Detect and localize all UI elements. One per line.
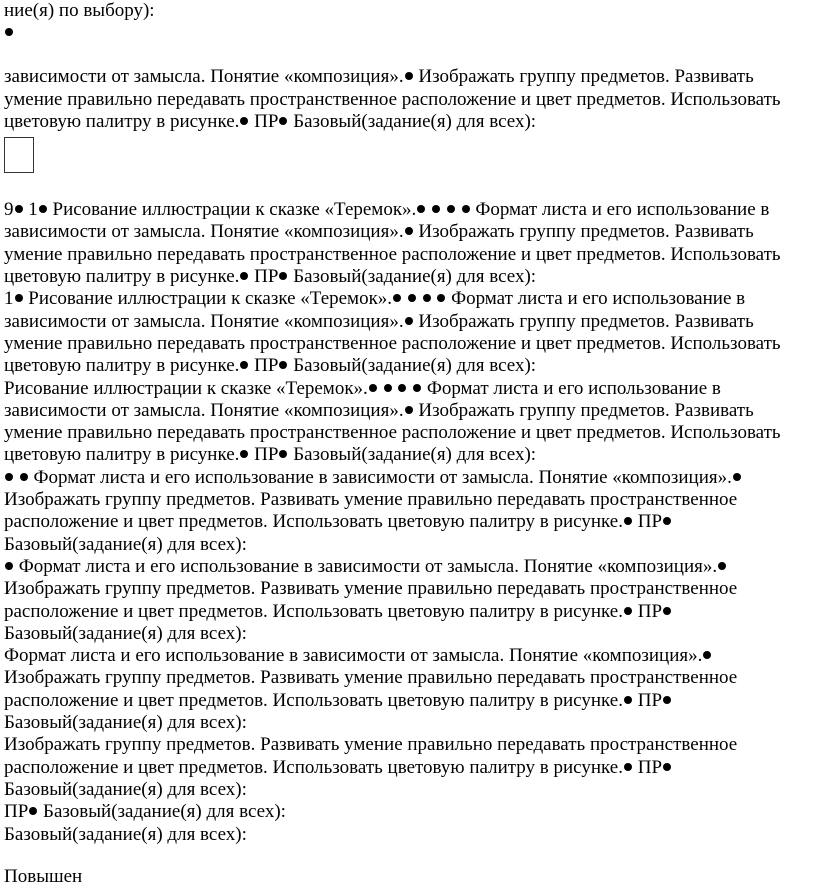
- pr-label: ПР: [637, 756, 663, 778]
- top-bullet-line: [4, 22, 804, 44]
- bullet-dot-icon: [624, 763, 632, 771]
- bullet-dot-icon: [384, 384, 392, 392]
- paragraph-8: [4, 801, 804, 823]
- bullet-dot-icon: [718, 562, 726, 570]
- paragraph-1: [4, 199, 804, 288]
- body-text: Изображать группу предметов. Развивать умение правильно передавать пространственное расположение и цвет предметов. Использовать цветовую палитру в рисунке.: [4, 667, 738, 711]
- pr-label: ПР: [637, 600, 663, 622]
- bullet-dot-icon: [663, 517, 671, 525]
- pr-label: ПР: [254, 110, 279, 132]
- bullet-dot-icon: [624, 696, 632, 704]
- pr-label: ПР: [637, 511, 663, 533]
- base-label: Базовый(задание(я) для всех):: [293, 355, 537, 377]
- lesson-title: Рисование иллюстрации к сказке «Теремок».: [4, 377, 368, 399]
- heading-fragment: [4, 0, 804, 22]
- body-text: Изображать группу предметов. Развивать умение правильно передавать пространственное расположение и цвет предметов. Использовать цветовую палитру в рисунке.: [4, 734, 738, 778]
- bullet-dot-icon: [20, 473, 28, 481]
- bullet-dot-icon: [29, 807, 37, 815]
- paragraph-9: [4, 824, 804, 846]
- bullet-dot-icon: [417, 205, 425, 213]
- intro-text: зависимости от замысла. Понятие «композиция».: [4, 66, 404, 88]
- paragraph-3: [4, 378, 804, 467]
- bullet-dot-icon: [663, 607, 671, 615]
- pr-label: ПР: [4, 801, 29, 823]
- bullet-dot-icon: [447, 205, 455, 213]
- bullet-dot-icon: [5, 562, 13, 570]
- bullet-dot-icon: [405, 406, 413, 414]
- lesson-title: Рисование иллюстрации к сказке «Теремок».: [52, 199, 417, 221]
- bullet-dot-icon: [15, 294, 23, 302]
- intro-text-b: Изображать группу предметов. Развивать умение правильно передавать пространственное расположение и цвет предметов. Использовать цветовую палитру в рисунке.: [4, 66, 781, 132]
- paragraph-6: [4, 645, 804, 734]
- paragraph-5: [4, 556, 804, 645]
- bullet-dot-icon: [733, 473, 741, 481]
- last-word: Повышен: [4, 865, 83, 887]
- pr-label: ПР: [254, 355, 279, 377]
- bullet-dot-icon: [240, 272, 248, 280]
- number-prefix: 1: [28, 199, 38, 221]
- bullet-dot-icon: [279, 272, 287, 280]
- bullet-dot-icon: [408, 294, 416, 302]
- body-text: Изображать группу предметов. Развивать умение правильно передавать пространственное расположение и цвет предметов. Использовать цветовую палитру в рисунке.: [4, 578, 738, 622]
- bullet-dot-icon: [624, 607, 632, 615]
- bullet-dot-icon: [703, 651, 711, 659]
- bullet-dot-icon: [663, 763, 671, 771]
- paragraph-4: [4, 467, 804, 556]
- paragraph-2: [4, 288, 804, 377]
- intro-paragraph: [4, 66, 804, 133]
- body-text: Изображать группу предметов. Развивать умение правильно передавать пространственное расположение и цвет предметов. Использовать цветовую палитру в рисунке.: [4, 399, 781, 466]
- base-label: Базовый(задание(я) для всех):: [4, 533, 247, 555]
- lesson-title: Рисование иллюстрации к сказке «Теремок».: [28, 288, 393, 310]
- spacer: [4, 44, 804, 66]
- spacer: [4, 177, 804, 199]
- format-text: Формат листа и его использование в зависимости от замысла. Понятие «композиция».: [18, 555, 718, 577]
- base-label: Базовый(задание(я) для всех):: [4, 712, 247, 734]
- bullet-dot-icon: [462, 205, 470, 213]
- bullet-dot-icon: [5, 28, 13, 36]
- bullet-dot-icon: [393, 294, 401, 302]
- bullet-dot-icon: [405, 317, 413, 325]
- body-text: Изображать группу предметов. Развивать умение правильно передавать пространственное расположение и цвет предметов. Использовать цветовую палитру в рисунке.: [4, 221, 781, 288]
- bullet-dot-icon: [423, 294, 431, 302]
- bullet-dot-icon: [279, 361, 287, 369]
- base-label: Базовый(задание(я) для всех):: [293, 444, 537, 466]
- empty-checkbox-icon[interactable]: [4, 137, 34, 173]
- format-text: Формат листа и его использование в зависимости от замысла. Понятие «композиция».: [4, 199, 770, 243]
- bullet-dot-icon: [413, 384, 421, 392]
- bullet-dot-icon: [398, 384, 406, 392]
- checkbox-line: [4, 133, 804, 177]
- bullet-dot-icon: [432, 205, 440, 213]
- bullet-dot-icon: [279, 450, 287, 458]
- base-label: Базовый(задание(я) для всех):: [4, 778, 247, 800]
- pr-label: ПР: [254, 266, 279, 288]
- pr-label: ПР: [637, 689, 663, 711]
- bullet-dot-icon: [5, 473, 13, 481]
- heading-fragment-text: ние(я) по выбору):: [4, 0, 155, 21]
- number-prefix: 9: [4, 199, 14, 221]
- bullet-dot-icon: [279, 117, 287, 125]
- bullet-dot-icon: [624, 517, 632, 525]
- format-text: Формат листа и его использование в зависимости от замысла. Понятие «композиция».: [4, 377, 721, 421]
- bullet-dot-icon: [240, 361, 248, 369]
- format-text: Формат листа и его использование в зависимости от замысла. Понятие «композиция».: [4, 288, 746, 332]
- body-text: Изображать группу предметов. Развивать умение правильно передавать пространственное расположение и цвет предметов. Использовать цветовую палитру в рисунке.: [4, 489, 738, 533]
- base-label: Базовый(задание(я) для всех):: [43, 801, 286, 823]
- bullet-dot-icon: [15, 205, 23, 213]
- bullet-dot-icon: [39, 205, 47, 213]
- bullet-dot-icon: [240, 450, 248, 458]
- format-text: Формат листа и его использование в зависимости от замысла. Понятие «композиция».: [33, 466, 732, 488]
- last-line: [4, 866, 804, 888]
- pr-label: ПР: [254, 444, 279, 466]
- bullet-dot-icon: [405, 72, 413, 80]
- number-prefix: 1: [4, 288, 14, 310]
- document-body: [4, 0, 804, 888]
- bullet-dot-icon: [437, 294, 445, 302]
- bullet-dot-icon: [405, 227, 413, 235]
- body-text: Изображать группу предметов. Развивать умение правильно передавать пространственное расположение и цвет предметов. Использовать цветовую палитру в рисунке.: [4, 310, 781, 377]
- bullet-dot-icon: [663, 696, 671, 704]
- base-label: Базовый(задание(я) для всех):: [4, 823, 247, 845]
- paragraph-7: [4, 734, 804, 801]
- bullet-dot-icon: [369, 384, 377, 392]
- format-text: Формат листа и его использование в зависимости от замысла. Понятие «композиция».: [4, 645, 703, 667]
- base-label: Базовый(задание(я) для всех):: [4, 622, 247, 644]
- base-label: Базовый(задание(я) для всех):: [293, 266, 537, 288]
- base-label: Базовый(задание(я) для всех):: [293, 110, 537, 132]
- bullet-dot-icon: [240, 117, 248, 125]
